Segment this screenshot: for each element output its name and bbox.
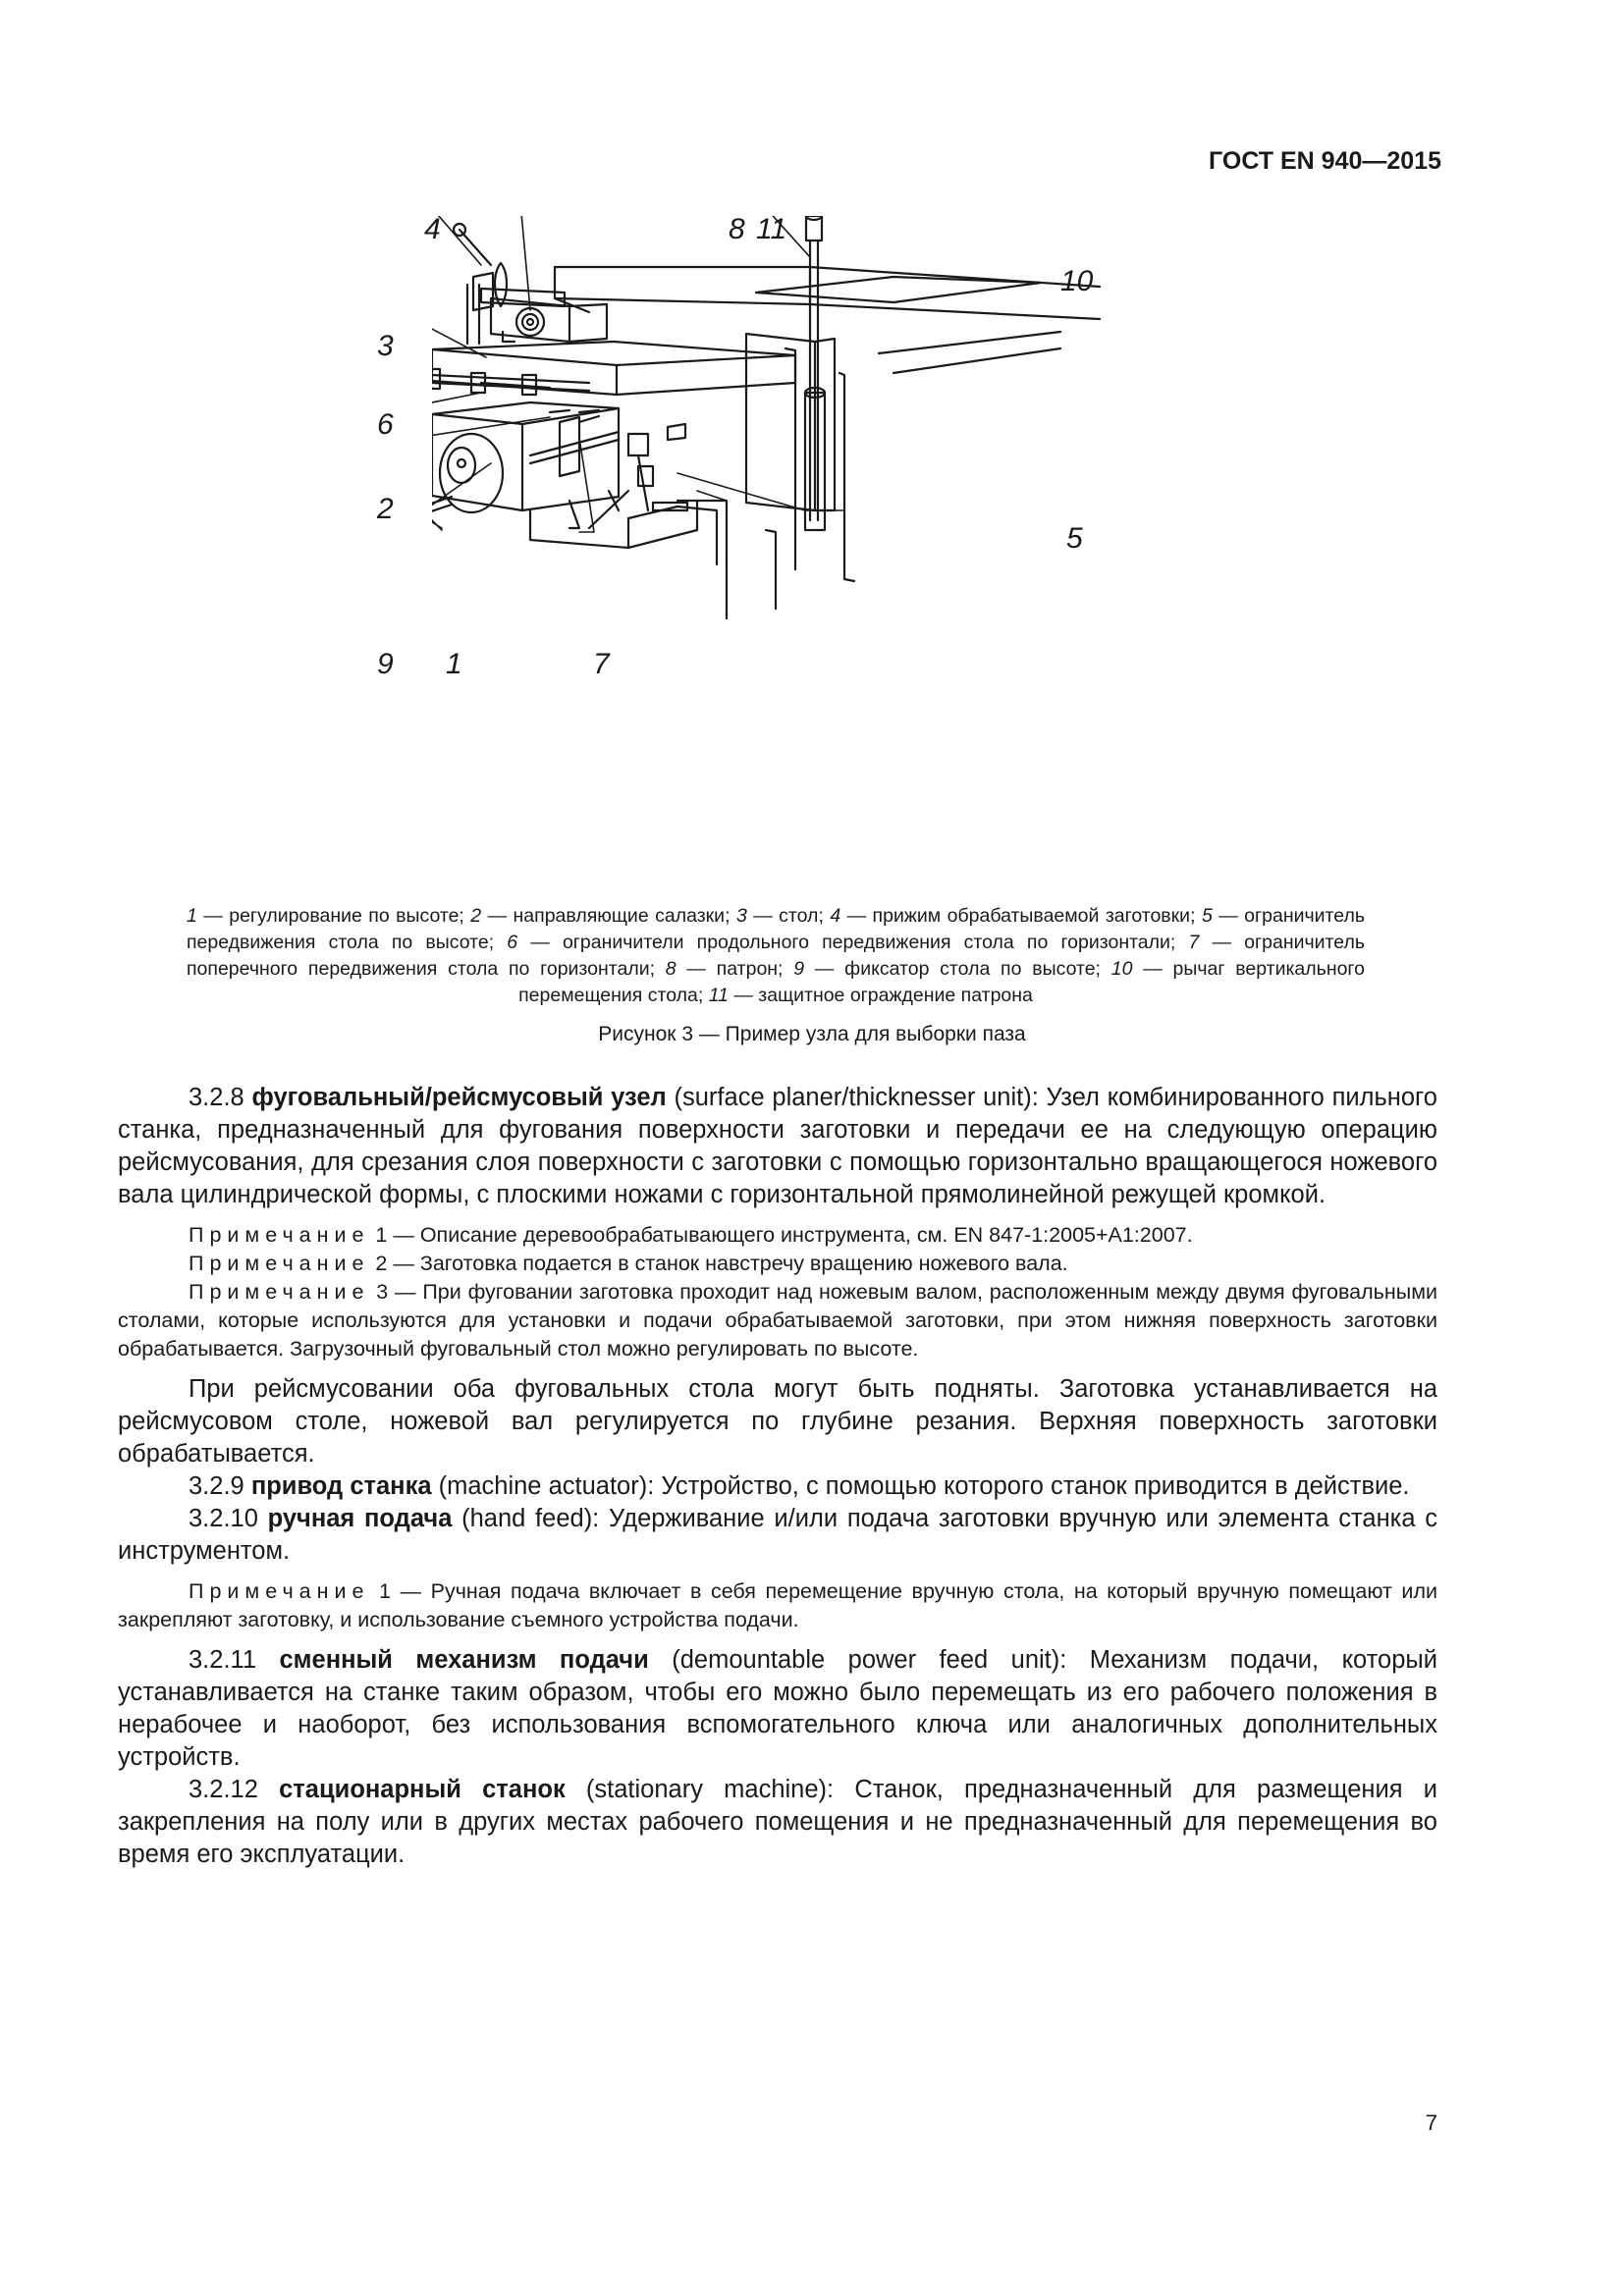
figure-3-drawing [377,213,1139,883]
note-label: Примечание [189,1252,370,1275]
section-number: 3.2.8 [189,1084,252,1111]
callout-9: 9 [377,648,394,680]
notes-3-2-8 [118,1221,1437,1363]
legend-text-2: — направляющие салазки; [481,905,736,927]
note-text: 1 — Описание деревообрабатывающего инструмента, см. EN 847-1:2005+A1:2007. [369,1223,1193,1247]
callout-1: 1 [446,648,462,680]
page-number: 7 [1425,2110,1437,2135]
callout-5: 5 [1066,522,1083,555]
callout-2: 2 [377,493,394,525]
note-label: Примечание [189,1223,370,1247]
section-number: 3.2.12 [189,1776,280,1803]
section-term: сменный механизм подачи [279,1646,649,1674]
note-label: Примечание [189,1579,370,1603]
callout-8: 8 [729,213,745,245]
note-text: 3 — При фуговании заготовка проходит над ножевым валом, расположенным между двумя фуговальными столами, которые используются для установки и подачи обрабатываемой заготовки, при этом нижняя поверхность заготовки обрабатывается. Загрузочный фуговальный стол можно регулировать по высоте. [118,1280,1437,1361]
section-text: (surface planer/thicknesser unit): Узел комбинированного пильного станка, предназначенный для фугования поверхности заготовки и передачи ее на следующую операцию рейсмусования, для срезания слоя поверхности с заготовки с помощью горизонтально вращающегося ножевого вала цилиндрической формы, с плоскими ножами с горизонтальной прямолинейной режущей кромкой. [118,1084,1437,1208]
figure-legend [187,903,1365,1009]
section-text: (machine actuator): Устройство, с помощью которого станок приводится в действие. [431,1472,1410,1500]
legend-text-4: — прижим обрабатываемой заготовки; [840,905,1202,927]
note-3 [118,1278,1437,1363]
legend-num-1: 1 [187,905,197,927]
section-3-2-12 [118,1774,1437,1871]
callout-7: 7 [593,648,610,680]
section-3-2-10 [118,1503,1437,1568]
note-2 [118,1250,1437,1278]
section-3-2-9 [118,1470,1437,1503]
callout-4: 4 [424,213,441,245]
legend-text-1: — регулирование по высоте; [196,905,471,927]
legend-num-5: 5 [1201,905,1213,927]
legend-text-7: — ограничитель поперечного передвижения стола по горизонтали; [187,932,1365,980]
section-term: стационарный станок [279,1776,566,1803]
legend-num-8: 8 [665,958,677,980]
section-3-2-8 [118,1082,1437,1211]
section-text: (demountable power feed unit): Механизм подачи, который устанавливается на станке таким образом, чтобы его можно было перемещать из его рабочего положения в нерабочее и наоборот, без использования вспомогательного ключа или аналогичных дополнительных устройств. [118,1646,1437,1771]
section-text: (stationary machine): Станок, предназначенный для размещения и закрепления на полу или в других местах рабочего помещения и не предназначенный для перемещения во время его эксплуатации. [118,1776,1437,1868]
section-number: 3.2.11 [189,1646,280,1674]
note-1 [118,1221,1437,1250]
document-body [118,1082,1437,1871]
section-number: 3.2.9 [189,1472,251,1500]
note-3-2-10 [118,1577,1437,1634]
legend-num-7: 7 [1188,932,1200,953]
callout-10: 10 [1060,265,1094,297]
legend-text-3: — стол; [746,905,831,927]
legend-num-10: 10 [1110,958,1133,980]
note-label: Примечание [189,1280,370,1304]
legend-text-10: — рычаг вертикального перемещения стола; [518,958,1365,1006]
standard-header: ГОСТ EN 940—2015 [1209,147,1441,175]
legend-text-6: — ограничители продольного передвижения стола по горизонтали; [517,932,1189,953]
paragraph-thicknessing: При рейсмусовании оба фуговальных стола могут быть подняты. Заготовка устанавливается на рейсмусовом столе, ножевой вал регулируется по глубине резания. Верхняя поверхность заготовки обрабатывается. [118,1375,1437,1468]
figure-caption: Рисунок 3 — Пример узла для выборки паза [598,1023,1026,1045]
legend-num-6: 6 [507,932,518,953]
legend-num-4: 4 [830,905,841,927]
section-number: 3.2.10 [189,1505,268,1532]
section-term: фуговальный/рейсмусовый узел [251,1084,667,1111]
legend-num-11: 11 [708,985,729,1006]
slot-mortising-unit-drawing [432,216,1139,883]
legend-num-3: 3 [735,905,747,927]
note-text: 2 — Заготовка подается в станок навстречу вращению ножевого вала. [369,1252,1068,1275]
section-term: ручная подача [267,1505,453,1532]
section-text: (hand feed): Удерживание и/или подача заготовки вручную или элемента станка с инструментом. [118,1505,1438,1565]
callout-3: 3 [377,330,394,362]
legend-text-9: — фиксатор стола по высоте; [804,958,1111,980]
section-term: привод станка [250,1472,432,1500]
legend-text-11: — защитное ограждение патрона [728,985,1033,1006]
legend-text-8: — патрон; [676,958,794,980]
callout-11: 11 [756,213,787,245]
legend-text-5: — ограничитель передвижения стола по высоте; [187,905,1365,953]
note-text: 1 — Ручная подача включает в себя перемещение вручную стола, на который вручную помещают или закрепляют заготовку, и использование съемного устройства подачи. [118,1579,1437,1631]
callout-6: 6 [377,408,394,441]
section-3-2-11 [118,1644,1437,1774]
legend-num-9: 9 [793,958,805,980]
legend-num-2: 2 [470,905,482,927]
